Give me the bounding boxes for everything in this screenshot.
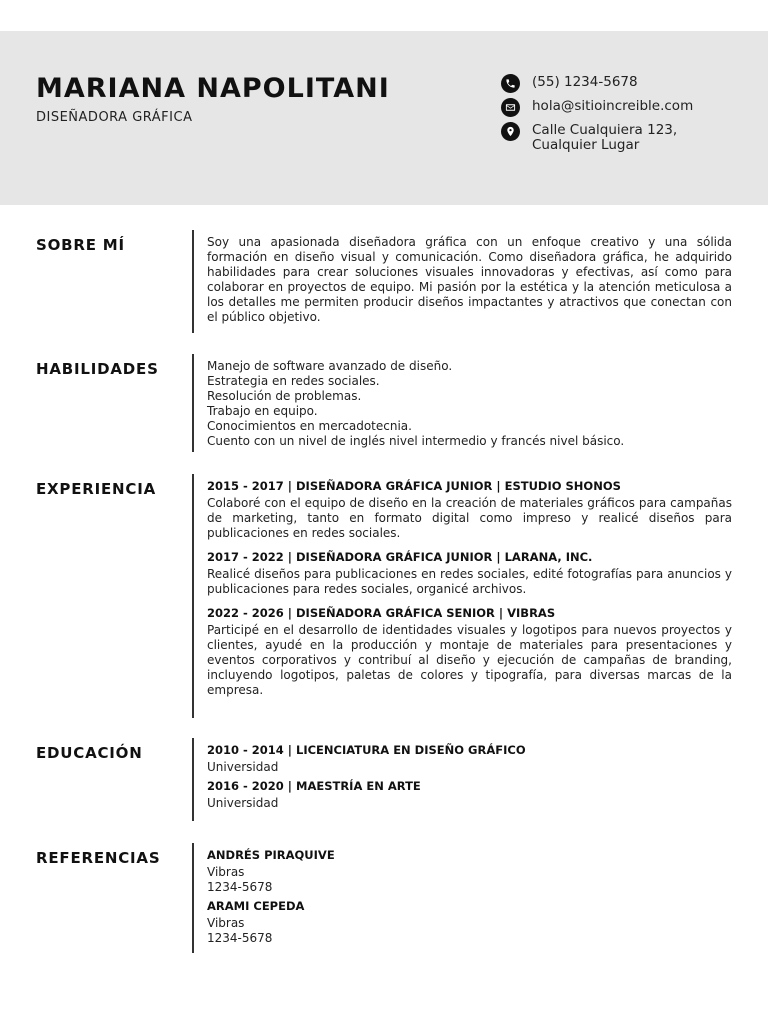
email-icon	[501, 98, 520, 117]
candidate-name: MARIANA NAPOLITANI	[36, 73, 390, 104]
reference-company: Vibras	[207, 865, 245, 879]
education-heading: 2016 - 2020 | MAESTRÍA EN ARTE	[207, 779, 421, 793]
job-heading: 2017 - 2022 | DISEÑADORA GRÁFICA JUNIOR | LARANA, INC.	[207, 550, 593, 564]
job-entry	[207, 606, 732, 698]
reference-phone: 1234-5678	[207, 931, 273, 945]
list-item: Conocimientos en mercadotecnia.	[207, 419, 412, 433]
list-item: Cuento con un nivel de inglés nivel intermedio y francés nivel básico.	[207, 434, 625, 448]
candidate-role: DISEÑADORA GRÁFICA	[36, 110, 193, 125]
phone-text: (55) 1234-5678	[532, 74, 638, 90]
job-entry	[207, 550, 732, 597]
address-text	[532, 122, 677, 153]
references-list	[207, 848, 732, 950]
experience-list	[207, 479, 732, 707]
contact-address	[501, 122, 761, 153]
reference-entry	[207, 848, 732, 895]
education-entry	[207, 743, 732, 775]
address-line-1: Calle Cualquiera 123,	[532, 122, 678, 138]
reference-company: Vibras	[207, 916, 245, 930]
section-divider	[192, 354, 194, 452]
reference-name: ARAMI CEPEDA	[207, 899, 305, 913]
address-line-2: Cualquier Lugar	[532, 137, 640, 153]
section-title-experience: EXPERIENCIA	[36, 480, 156, 498]
job-description: Participé en el desarrollo de identidades visuales y logotipos para nuevos proyectos y clientes, ayudé en la producción y montaje de materiales para presentaciones y eventos corporativos y contribuí al diseño y ejecución de campañas de branding, incluyendo logotipos, paletas de colores y tipografía, para diversas marcas de la empresa.	[207, 623, 732, 697]
phone-icon	[501, 74, 520, 93]
section-divider	[192, 474, 194, 718]
section-title-education: EDUCACIÓN	[36, 744, 143, 762]
reference-phone: 1234-5678	[207, 880, 273, 894]
section-title-references: REFERENCIAS	[36, 849, 161, 867]
list-item: Trabajo en equipo.	[207, 404, 318, 418]
education-list	[207, 743, 732, 815]
job-description: Colaboré con el equipo de diseño en la creación de materiales gráficos para campañas de marketing, tanto en formato digital como impreso y realicé diseños para publicaciones en redes sociales.	[207, 496, 732, 540]
list-item: Resolución de problemas.	[207, 389, 362, 403]
section-divider	[192, 230, 194, 333]
section-divider	[192, 738, 194, 821]
reference-name: ANDRÉS PIRAQUIVE	[207, 848, 335, 862]
education-entry	[207, 779, 732, 811]
reference-entry	[207, 899, 732, 946]
job-entry	[207, 479, 732, 541]
list-item: Estrategia en redes sociales.	[207, 374, 380, 388]
education-institution: Universidad	[207, 796, 279, 810]
education-heading: 2010 - 2014 | LICENCIATURA EN DISEÑO GRÁFICO	[207, 743, 526, 757]
contact-phone	[501, 74, 761, 93]
contact-block	[501, 74, 761, 158]
list-item: Manejo de software avanzado de diseño.	[207, 359, 453, 373]
job-description: Realicé diseños para publicaciones en redes sociales, edité fotografías para anuncios y publicaciones para redes sociales, organicé archivos.	[207, 567, 732, 596]
section-divider	[192, 843, 194, 953]
education-institution: Universidad	[207, 760, 279, 774]
location-pin-icon	[501, 122, 520, 141]
skills-list	[207, 359, 732, 449]
email-text: hola@sitioincreible.com	[532, 98, 694, 114]
job-heading: 2015 - 2017 | DISEÑADORA GRÁFICA JUNIOR | ESTUDIO SHONOS	[207, 479, 621, 493]
section-title-skills: HABILIDADES	[36, 360, 159, 378]
job-heading: 2022 - 2026 | DISEÑADORA GRÁFICA SENIOR | VIBRAS	[207, 606, 556, 620]
section-title-about: SOBRE MÍ	[36, 236, 125, 254]
about-text: Soy una apasionada diseñadora gráfica con un enfoque creativo y una sólida formación en diseño visual y comunicación. Como diseñadora gráfica, he adquirido habilidades para crear soluciones visuales innovadoras y efectivas, así como para colaborar en proyectos de equipo. Mi pasión por la estética y la atención meticulosa a los detalles me permiten producir diseños impactantes y atractivos que conectan con el público objetivo.	[207, 235, 732, 324]
contact-email	[501, 98, 761, 117]
